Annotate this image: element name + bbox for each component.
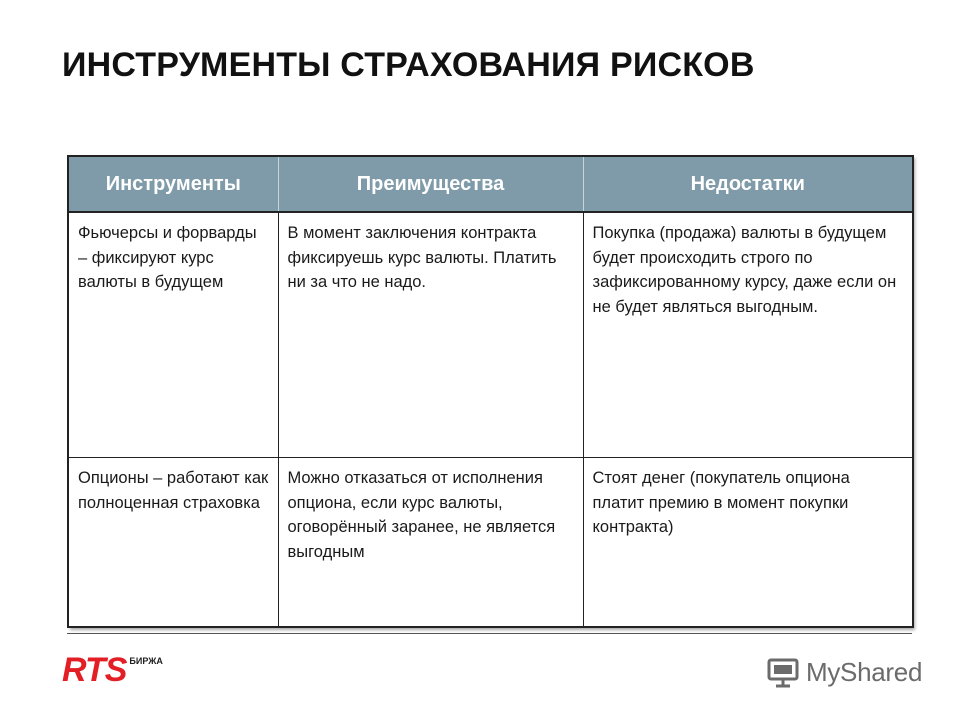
table-row xyxy=(68,458,913,628)
risk-instruments-table-container xyxy=(67,155,912,627)
table-header-row xyxy=(68,156,913,212)
table-row xyxy=(68,212,913,458)
cell-disadvantages: Покупка (продажа) валюты в будущем будет происходить строго по зафиксированному курсу, даже если он не будет являться выгодным. xyxy=(583,212,913,458)
column-header-instruments: Инструменты xyxy=(68,156,278,212)
slide-title: ИНСТРУМЕНТЫ СТРАХОВАНИЯ РИСКОВ xyxy=(62,46,755,84)
cell-advantages: В момент заключения контракта фиксируешь курс валюты. Платить ни за что не надо. xyxy=(278,212,583,458)
risk-instruments-table xyxy=(67,155,914,628)
rts-logo-subtext: БИРЖА xyxy=(129,656,163,666)
column-header-advantages: Преимущества xyxy=(278,156,583,212)
presentation-board-icon xyxy=(766,655,800,689)
cell-instrument: Фьючерсы и форварды – фиксируют курс валюты в будущем xyxy=(68,212,278,458)
cell-instrument: Опционы – работают как полноценная страховка xyxy=(68,458,278,628)
rts-logo-text: RTS xyxy=(62,651,127,689)
column-header-disadvantages: Недостатки xyxy=(583,156,913,212)
myshared-watermark-text: MyShared xyxy=(806,656,923,687)
myshared-watermark xyxy=(766,655,922,689)
footer-divider xyxy=(67,633,912,634)
cell-advantages: Можно отказаться от исполнения опциона, если курс валюты, оговорённый заранее, не является выгодным xyxy=(278,458,583,628)
cell-disadvantages: Стоят денег (покупатель опциона платит премию в момент покупки контракта) xyxy=(583,458,913,628)
rts-logo xyxy=(62,652,163,692)
